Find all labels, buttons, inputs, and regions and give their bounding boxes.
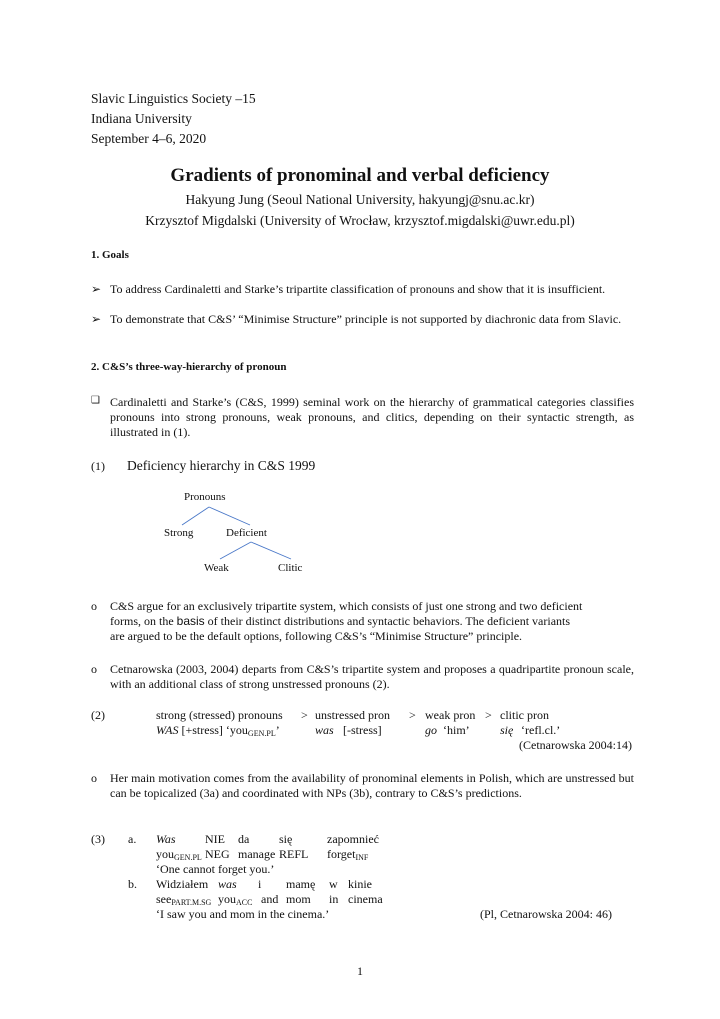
ex2-example-strong xyxy=(156,723,280,738)
tree-node-clitic: Clitic xyxy=(278,562,303,574)
ex3a-word-da: da xyxy=(238,832,250,846)
section-heading-pronoun: 2. C&S’s three-way-hierarchy of pronoun xyxy=(91,361,287,373)
ex3a-word-sie: się xyxy=(279,832,293,846)
circle-bullet-icon: o xyxy=(91,771,97,785)
example-number-3: (3) xyxy=(91,832,105,846)
ex3-source: (Pl, Cetnarowska 2004: 46) xyxy=(480,907,612,921)
ex3a-word-zapomniec: zapomnieć xyxy=(327,832,379,846)
ex3a-gloss-manage: manage xyxy=(238,847,276,861)
author-2: Krzysztof Migdalski (University of Wrocław, krzysztof.migdalski@uwr.edu.pl) xyxy=(145,213,575,228)
ex3b-word-was: was xyxy=(218,877,237,891)
circle-para-3: Her main motivation comes from the availability of pronominal elements in Polish, which are unstressed but can be topicalized (3a) and coordinated with NPs (3b), contrary to C&S’s predictions. xyxy=(110,771,634,800)
tree-node-pronouns: Pronouns xyxy=(184,491,226,503)
ex3b-word-kinie: kinie xyxy=(348,877,372,891)
author-1: Hakyung Jung (Seoul National University, hakyungj@snu.ac.kr) xyxy=(185,192,535,207)
ex3b-translation: ‘I saw you and mom in the cinema.’ xyxy=(156,907,330,921)
circle-bullet-icon: o xyxy=(91,662,97,676)
ex2-sie: się xyxy=(500,723,514,737)
ex3b-word-mame: mamę xyxy=(286,877,316,891)
ex2-col-clitic: clitic pron xyxy=(500,708,549,722)
circle-para-1-line-1: C&S argue for an exclusively tripartite system, which consists of just one strong and two deficient xyxy=(110,599,583,613)
ex3b-gloss-mom: mom xyxy=(286,892,311,906)
ex2-col-strong: strong (stressed) pronouns xyxy=(156,708,283,722)
ex2-col-unstressed: unstressed pron xyxy=(315,708,390,722)
circle-para-1-line-2 xyxy=(110,614,570,629)
header-line-1: Slavic Linguistics Society –15 xyxy=(91,91,256,106)
ex3b-word-w: w xyxy=(329,877,338,891)
ex2-refl: ‘refl.cl.’ xyxy=(521,723,561,737)
ex2-stress-minus: [-stress] xyxy=(343,723,382,737)
ex2-gt-2: > xyxy=(409,708,416,722)
ex3b-gloss-and: and xyxy=(261,892,279,906)
paper-title: Gradients of pronominal and verbal deficiency xyxy=(170,165,550,186)
ex3a-gloss-forget-sub: INF xyxy=(355,853,369,862)
circle-bullet-icon: o xyxy=(91,599,97,613)
ex3a-translation: ‘One cannot forget you.’ xyxy=(156,862,275,876)
ex3b-gloss-you-sub: ACC xyxy=(236,898,253,907)
example-number-1: (1) xyxy=(91,459,105,473)
ex2-gt-1: > xyxy=(301,708,308,722)
ex3b-gloss-see-text: see xyxy=(156,892,172,906)
word-basis: basis xyxy=(176,614,205,628)
ex2-was-lc: was xyxy=(315,723,334,737)
ex3b-word-i: i xyxy=(258,877,262,891)
header-line-3: September 4–6, 2020 xyxy=(91,131,207,146)
checkbox-bullet-icon: ❑ xyxy=(91,395,100,406)
ex3b-gloss-you xyxy=(218,892,252,907)
branch-pronouns-strong xyxy=(182,507,209,525)
tree-node-deficient: Deficient xyxy=(226,527,267,539)
ex3a-gloss-refl: REFL xyxy=(279,847,309,861)
ex2-gen-pl: GEN.PL xyxy=(247,729,276,738)
ex3b-gloss-cinema: cinema xyxy=(348,892,383,906)
ex2-was-caps: WAS xyxy=(156,723,179,737)
page-number: 1 xyxy=(357,964,363,978)
ex2-go: go xyxy=(425,723,437,737)
ex3b-gloss-you-text: you xyxy=(218,892,236,906)
ex2-gt-3: > xyxy=(485,708,492,722)
ex3a-gloss-you-text: you xyxy=(156,847,174,861)
branch-pronouns-deficient xyxy=(209,507,250,525)
circle-para-2: Cetnarowska (2003, 2004) departs from C&S’s tripartite system and proposes a quadripartite pronoun scale, with an additional class of strong unstressed pronouns (2). xyxy=(110,662,634,691)
ex2-source: (Cetnarowska 2004:14) xyxy=(519,738,632,752)
para-cardinaletti: Cardinaletti and Starke’s (C&S, 1999) seminal work on the hierarchy of grammatical categories classifies pronouns into strong pronouns, weak pronouns, and clitics, depending on their syntactic strength, as illustrated in (1). xyxy=(110,395,634,439)
goal-bullet-2: To demonstrate that C&S’ “Minimise Structure” principle is not supported by diachronic data from Slavic. xyxy=(110,312,622,326)
ex3a-gloss-neg: NEG xyxy=(205,847,230,861)
ex3a-gloss-forget xyxy=(327,847,368,862)
arrow-bullet-icon: ➢ xyxy=(91,312,102,326)
ex3a-word-nie: NIE xyxy=(205,832,225,846)
tree-node-strong: Strong xyxy=(164,527,194,539)
ex3b-gloss-in: in xyxy=(329,892,339,906)
arrow-bullet-icon: ➢ xyxy=(91,282,102,296)
ex3b-word-widzialem: Widziałem xyxy=(156,877,209,891)
ex2-stress-plus: [+stress] ‘you xyxy=(181,723,248,737)
ex2-him: ‘him’ xyxy=(443,723,470,737)
branch-deficient-weak xyxy=(220,542,251,559)
goal-bullet-1: To address Cardinaletti and Starke’s tripartite classification of pronouns and show that it is insufficient. xyxy=(110,282,606,296)
ex2-col-weak: weak pron xyxy=(425,708,476,722)
ex3-label-b: b. xyxy=(128,877,137,891)
ex3-label-a: a. xyxy=(128,832,137,846)
ex3a-word-was: Was xyxy=(156,832,176,846)
header-line-2: Indiana University xyxy=(91,111,192,126)
ex3a-gloss-you-sub: GEN.PL xyxy=(174,853,202,862)
ex3a-gloss-forget-text: forget xyxy=(327,847,356,861)
tree-node-weak: Weak xyxy=(204,562,229,574)
ex3a-gloss-you xyxy=(156,847,202,862)
ex3b-gloss-see-sub: PART.M.SG xyxy=(171,898,212,907)
ex3b-gloss-see xyxy=(156,892,211,907)
circle-para-1-line-2-post: of their distinct distributions and syntactic behaviors. The deficient variants xyxy=(207,614,571,628)
ex2-close-quote: ’ xyxy=(275,723,280,737)
branch-deficient-clitic xyxy=(251,542,291,559)
circle-para-1-line-3: are argued to be the default options, following C&S’s “Minimise Structure” principle. xyxy=(110,629,523,643)
example-number-2: (2) xyxy=(91,708,105,722)
circle-para-1-line-2-pre: forms, on the xyxy=(110,614,174,628)
section-heading-goals: 1. Goals xyxy=(91,249,129,261)
example-1-title: Deficiency hierarchy in C&S 1999 xyxy=(127,458,316,473)
